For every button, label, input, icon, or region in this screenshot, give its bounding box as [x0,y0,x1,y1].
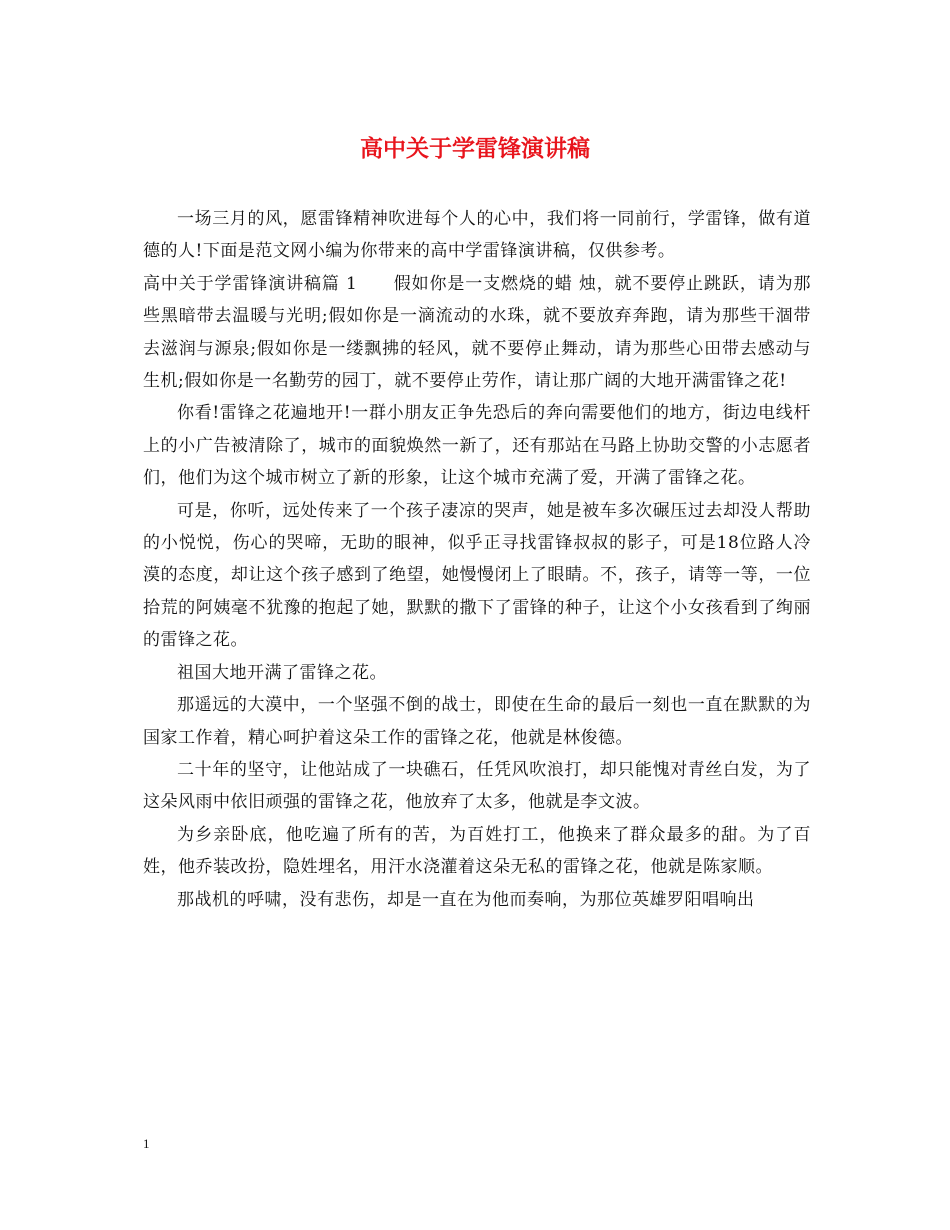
section-first-text: 假如你是一支燃烧的蜡 烛，就不要停止跳跃，请为那些黑暗带去温暖与光明;假如你是一滴流动的水珠，就不要放弃奔跑，请为那些干涸带去滋润与源泉;假如你是一缕飘拂的轻风，就不要停止舞动，请为那些心田带去感动与生机;假如你是一名勤劳的园丁，就不要停止劳作，请让那广阔的大地开满雷锋之花! [143,273,811,392]
section-heading: 高中关于学雷锋演讲稿篇 1 [143,273,358,294]
body-paragraph: 那战机的呼啸，没有悲伤，却是一直在为他而奏响，为那位英雄罗阳唱响出 [177,889,755,910]
document-body [143,203,811,916]
body-paragraph: 那遥远的大漠中，一个坚强不倒的战士，即使在生命的最后一刻也一直在默默的为国家工作着，精心呵护着这朵工作的雷锋之花，他就是林俊德。 [143,695,811,748]
body-paragraph: 你看!雷锋之花遍地开!一群小朋友正争先恐后的奔向需要他们的地方，街边电线杆上的小广告被清除了，城市的面貌焕然一新了，还有那站在马路上协助交警的小志愿者们，他们为这个城市树立了新的形象，让这个城市充满了爱，开满了雷锋之花。 [143,403,811,489]
body-paragraph: 祖国大地开满了雷锋之花。 [177,662,387,683]
section-first-paragraph [143,268,811,398]
page-number: 1 [143,1136,150,1151]
intro-paragraph: 一场三月的风，愿雷锋精神吹进每个人的心中，我们将一同前行，学雷锋，做有道德的人!下面是范文网小编为你带来的高中学雷锋演讲稿，仅供参考。 [143,209,811,262]
body-paragraph: 为乡亲卧底，他吃遍了所有的苦，为百姓打工，他换来了群众最多的甜。为了百姓，他乔装改扮，隐姓埋名，用汗水浇灌着这朵无私的雷锋之花，他就是陈家顺。 [143,824,811,878]
body-paragraph: 可是，你听，远处传来了一个孩子凄凉的哭声，她是被车多次碾压过去却没人帮助的小悦悦，伤心的哭啼，无助的眼神，似乎正寻找雷锋叔叔的影子，可是18位路人冷漠的态度，却让这个孩子感到了绝望，她慢慢闭上了眼睛。不，孩子，请等一等，一位拾荒的阿姨毫不犹豫的抱起了她，默默的撒下了雷锋的种子，让这个小女孩看到了绚丽的雷锋之花。 [143,500,811,651]
page-title: 高中关于学雷锋演讲稿 [360,136,590,162]
body-paragraph: 二十年的坚守，让他站成了一块礁石，任凭风吹浪打，却只能愧对青丝白发，为了这朵风雨中依旧顽强的雷锋之花，他放弃了太多，他就是李文波。 [143,759,811,813]
